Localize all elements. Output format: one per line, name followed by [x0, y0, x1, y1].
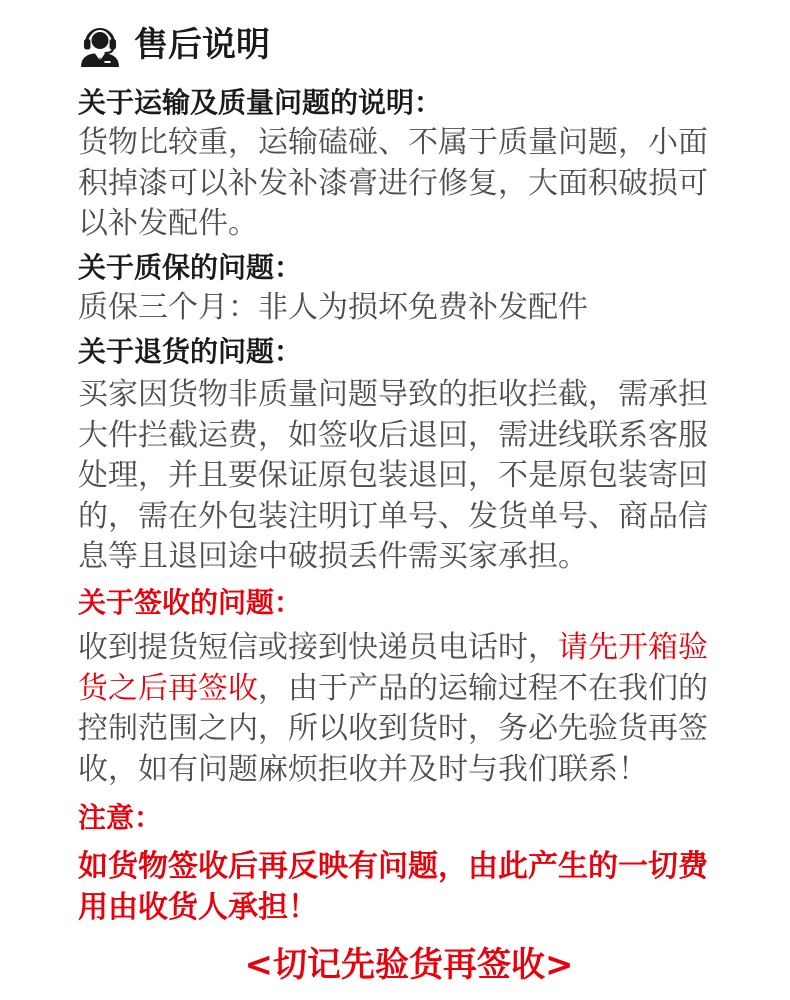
section-heading: 关于运输及质量问题的说明：	[78, 86, 443, 119]
section-returns	[78, 332, 738, 578]
section-heading: 关于退货的问题：	[78, 335, 303, 368]
body-line: 息等且退回途中破损丢件需买家承担。	[78, 539, 588, 575]
customer-service-icon	[78, 23, 122, 67]
section-heading: 关于签收的问题：	[78, 586, 303, 619]
body-line	[78, 709, 738, 750]
body-line: 买家因货物非质量问题导致的拒收拦截，需承担	[78, 377, 708, 412]
body-line	[78, 750, 738, 791]
section-heading: 注意：	[78, 801, 163, 834]
section-warranty	[78, 248, 738, 329]
body-line	[78, 669, 738, 710]
body-line	[78, 628, 738, 669]
page-title: 售后说明	[134, 25, 270, 65]
body-line: 货物比较重，运输磕碰、不属于质量问题，小面	[78, 125, 708, 160]
body-line: 积掉漆可以补发补漆膏进行修复，大面积破损可	[78, 165, 708, 201]
section-body	[78, 123, 738, 245]
body-text: 控制范围之内，所以收到货时，务必先验货再签	[78, 711, 708, 747]
highlight-text: 货之后再签收	[78, 670, 258, 706]
section-heading: 关于质保的问题：	[78, 251, 303, 284]
section-body	[78, 375, 738, 578]
body-line: 处理，并且要保证原包装退回，不是原包装寄回	[78, 458, 708, 494]
section-body	[78, 288, 738, 329]
section-transport-quality	[78, 83, 738, 245]
body-line: 用由收货人承担！	[78, 889, 318, 925]
header	[0, 0, 790, 75]
body-line: 的，需在外包装注明订单号、发货单号、商品信	[78, 498, 708, 534]
section-delivery-signing	[78, 583, 738, 790]
body-text: 收，如有问题麻烦拒收并及时与我们联系！	[78, 751, 648, 787]
section-notice	[78, 798, 738, 928]
section-body	[78, 628, 738, 790]
body-line: 如货物签收后再反映有问题，由此产生的一切费	[78, 849, 708, 884]
body-line: 大件拦截运费，如签收后退回，需进线联系客服	[78, 417, 708, 453]
body-text: ，由于产品的运输过程不在我们的	[258, 670, 708, 706]
body-line: 质保三个月：非人为损坏免费补发配件	[78, 290, 588, 325]
highlight-text: 请先开箱验	[558, 630, 708, 665]
body-line: 以补发配件。	[78, 206, 258, 242]
body-text: 收到提货短信或接到快递员电话时，	[78, 630, 558, 665]
footer-reminder: <切记先验货再签收>	[244, 945, 574, 985]
section-body	[78, 847, 738, 928]
